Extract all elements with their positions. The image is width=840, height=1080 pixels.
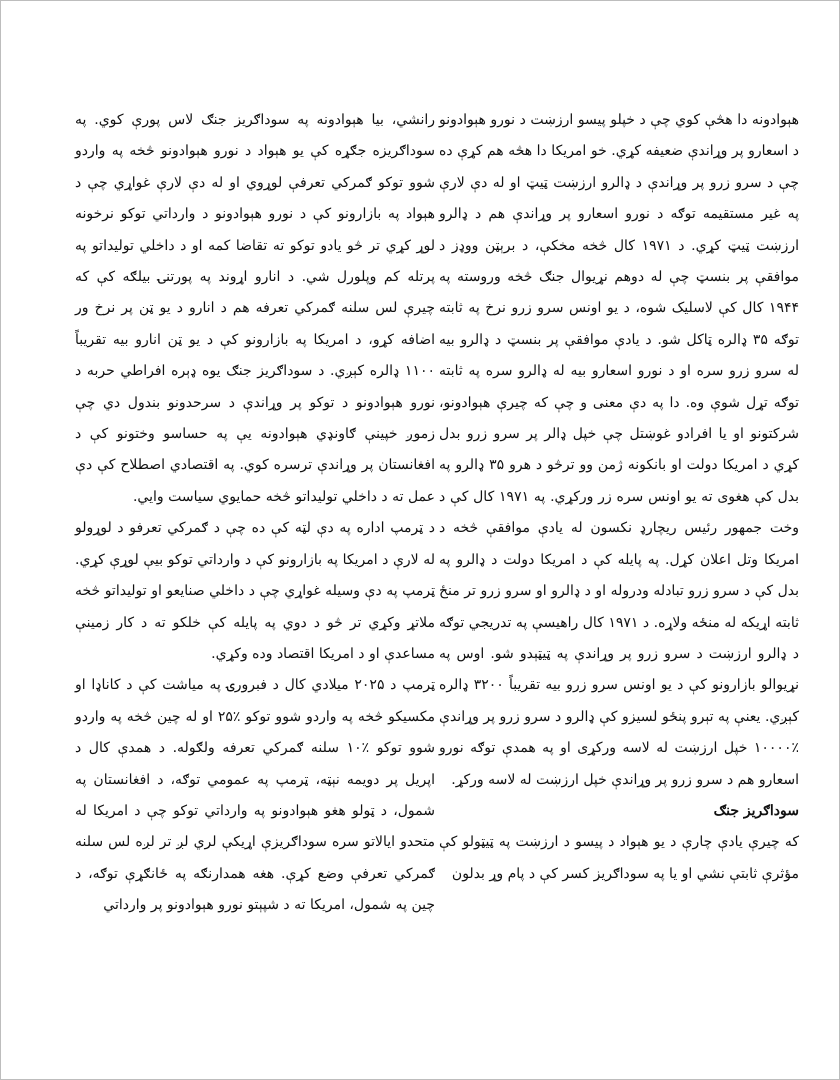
right-paragraph-2: که چیرې يادې چارې د يو هېواد د پيسو د ارزښت په ټيټولو کې مؤثرې ثابتې نشي او يا په سوداګريز کسر کې د پام وړ بدلون: [439, 834, 799, 882]
left-paragraph-2: د ټرمپ اداره په دې لټه کې ده چې د ګمرکي تعرفو د لوړولو له لارې د امريکا په بازارونو کې د وارداتي توکو بيې لوړې کړي. ټرمپ په دې وسيله غواړي چې د داخلي صنايعو او توليداتو څخه ملاتړ وکړي تر څو د دوي په پايله کې خلکو ته د کار زمينې مساعدې او د امريکا اقتصاد وده وکړي.: [75, 520, 435, 662]
left-paragraph-3: ټرمپ د ۲۰۲۵ ميلادي کال د فبرورۍ په مياشت کې د کاناډا او مکسيکو څخه په واردو شوو توکو ٪۲۵ او له چين څخه په واردو شوو توکو ٪۱۰ سلنه ګمرکي تعرفه ولګوله. د همدې کال د اپريل پر دويمه نېټه، ټرمپ په عمومي توګه، د افغانستان په شمول، د ټولو هغو هېوادونو په وارداتي توکو چې د امريکا له متحدو ايالاتو سره سوداګريزې اړيکې لري لږ تر لږه لس سلنه ګمرکي تعرفې وضع کړې. هغه همدارنګه په ځانګړې توګه، د چين په شمول، امريکا ته د شپېتو نورو هېوادونو پر وارداتي: [75, 677, 436, 914]
right-column: [439, 105, 799, 890]
left-paragraph-1: رانشي، بيا هېوادونه په سوداګريز جنګ لاس پورې کوي. په سوداګريزه جګړه کې يو هېواد د نورو هېوادونو څخه په واردو شوو توکو ګمرکي تعرفې لوړوي او له دې لارې غواړي چې د هېواد په بازارونو کې د نورو هېوادونو د وارداتي توکو نرخونه لوړ کړي تر څو يادو توکو ته تقاضا کمه او د داخلي توليداتو په پرتله کم وپلورل شي. د انارو اړوند په پورتنۍ بيلګه کې که چيرې لس سلنه ګمرکي تعرفه هم د انارو د يو ټن پر نرخ ور اضافه کړو، د امريکا په بازارونو کې د يو ټن انارو بيه تقريباً ۱۱۰۰ ډالره کېږي. د سوداګريز جنګ يوه ډېره افراطي حربه د نورو هېوادونو د توکو پر وړاندې د سرحدونو بندول دي چې زموږ خپينې ګاونډي هېوادونه يې په حساسو وختونو کې د افغانستان پر وړاندې ترسره کوي. په اقتصادي اصطلاح کې دې عمل ته د داخلي توليداتو څخه حمايوي سياست وايي.: [75, 112, 435, 505]
right-paragraph-1: هېوادونه دا هڅې کوي چې د خپلو پيسو ارزښت د نورو هېوادونو د اسعارو پر وړاندې ضعيفه کړي. خو امريکا دا هڅه هم کړې ده چې د سرو زرو پر وړاندې د ډالرو ارزښت ټيټ او له دې لارې په غیر مستقیمه توګه د نورو اسعارو پر وړاندې هم د ډالرو ارزښت ټيټ کړي. د ۱۹۷۱ کال څخه مخکې، د برېټن ووډز د موافقې پر بنسټ چې له دوهم نړیوال جنګ څخه وروسته په ۱۹۴۴ کال کې لاسلیک شوه، د يو اونس سرو زرو نرخ په ثابته توګه ۳۵ ډالره ټاکل شو. د يادې موافقې پر بنسټ د ډالرو بيه له سرو زرو سره او د نورو اسعارو بيه له ډالرو سره په ثابته توګه تړل شوې وه. دا په دې معنی و چې که چیرې هېوادونو، شرکتونو او يا افرادو غوښتل چې خپل ډالر پر سرو زرو بدل کړي د امريکا دولت او بانکونه ژمن وو ترڅو د هرو ۳۵ ډالرو په بدل کې هغوی ته يو اونس سره زر ورکړي. په ۱۹۷۱ کال کې د وخت جمهور رئيس ريچارډ نکسون له يادې موافقې څخه د امريکا وتل اعلان کړل. په پايله کې د امريکا دولت د ډالرو په بدل کې د سرو زرو تبادله ودروله او د ډالرو او سرو زرو تر منځ ثابته اړيکه له منځه ولاړه. د ۱۹۷۱ کال راهيسې په تدريجي توګه د ډالرو ارزښت د سرو زرو پر وړاندې په ټيټېدو شو. اوس په نړیوالو بازارونو کې د يو اونس سرو زرو بيه تقريباً ۳۲۰۰ ډالره کېږي. يعنې په تېرو پنځو لسيزو کې ډالرو د سرو زرو پر وړاندې ٪۱۰۰۰۰ خپل ارزښت له لاسه ورکړی او په همدې توګه نورو اسعارو هم د سرو زرو پر وړاندې خپل ارزښت له لاسه ورکړ.: [439, 112, 800, 788]
section-heading-trade-war: سوداګريز جنګ: [713, 802, 799, 819]
left-column: [75, 105, 435, 922]
